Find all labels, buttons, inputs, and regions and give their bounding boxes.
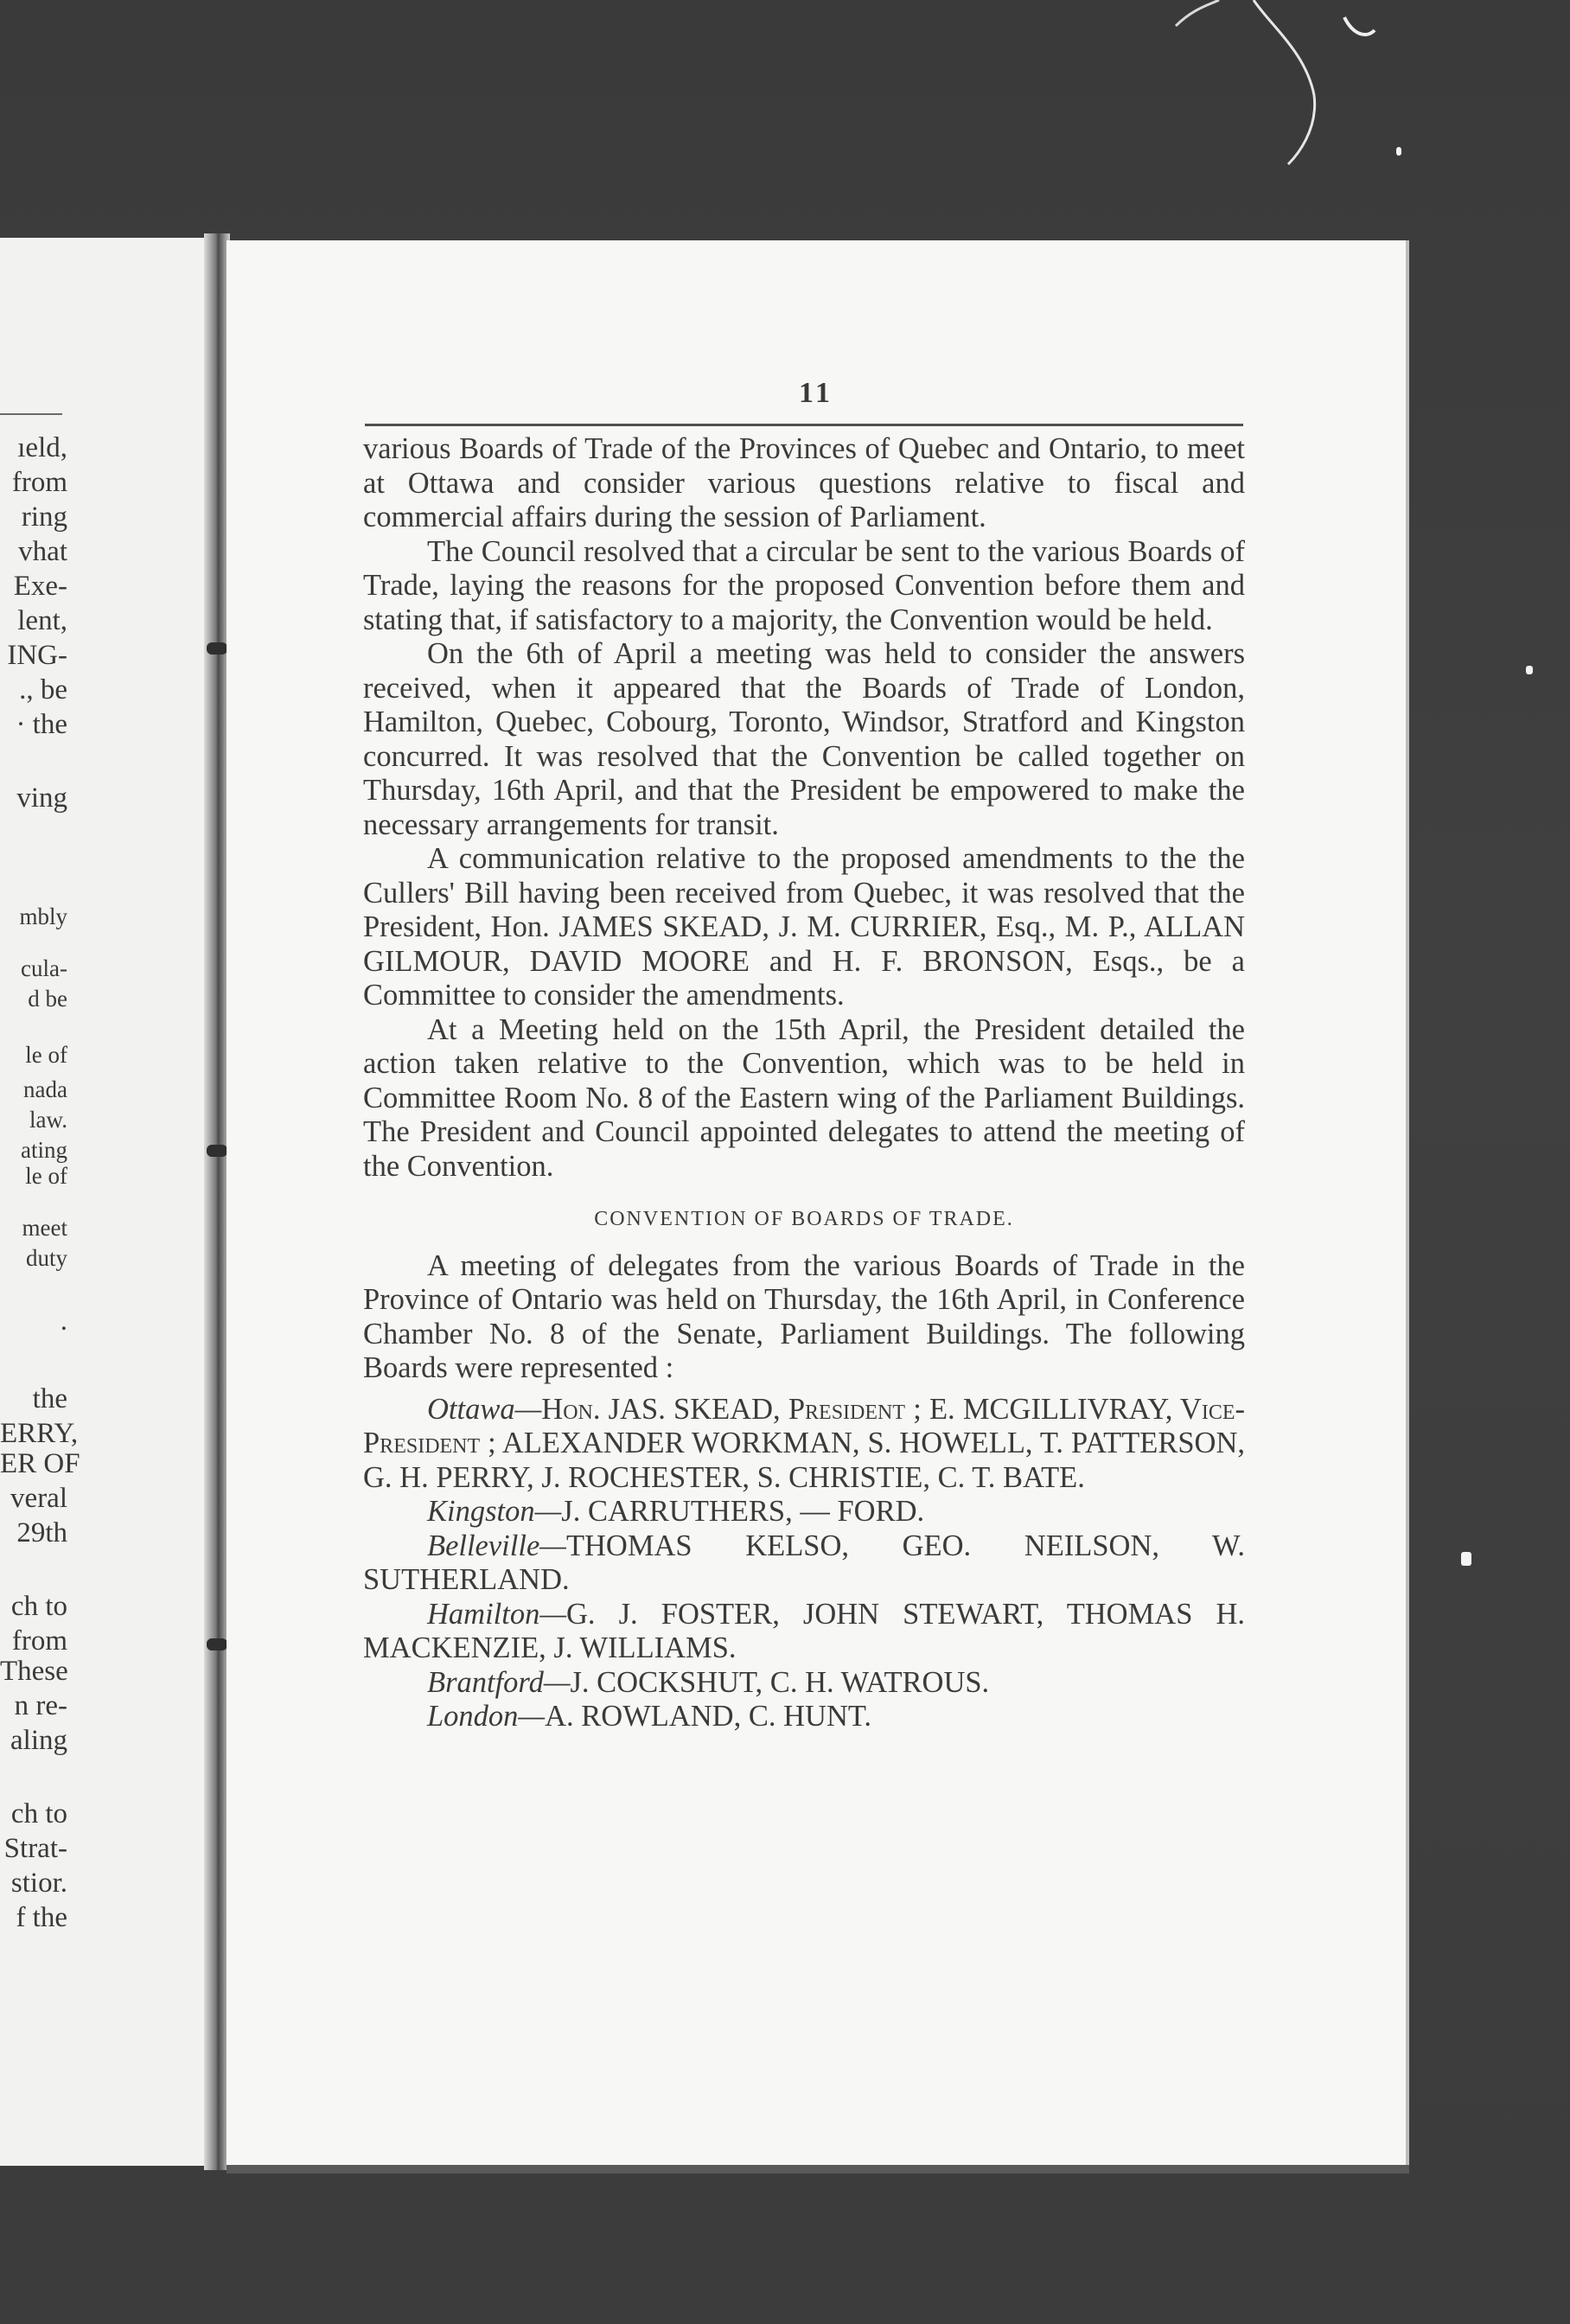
delegation-list — [363, 1393, 1245, 1734]
delegation-city: Belleville— — [427, 1529, 566, 1562]
delegation-members: A. ROWLAND, C. HUNT. — [545, 1700, 871, 1733]
previous-page-fragment: n re- — [14, 1690, 67, 1721]
previous-page-fragment: ıeld, — [17, 432, 67, 463]
previous-page-fragment: f the — [16, 1902, 67, 1933]
header-rule — [365, 424, 1243, 426]
previous-page-fragment: ving — [16, 782, 67, 814]
scan-speck — [1396, 147, 1401, 156]
previous-page-fragment: These — [0, 1656, 68, 1687]
paragraph: On the 6th of April a meeting was held to consider the answers received, when it appeared that the Boards of Trade of London, Hamilton, Quebec, Cobourg, Toronto, Windsor, Stratford and Kingston concurred. It was resolved that the Convention be called together on Thursday, 16th April, and that the President be empowered to make the necessary arrangements for transit. — [363, 637, 1245, 841]
paragraph: A communication relative to the proposed amendments to the the Cullers' Bill having been received from Quebec, it was resolved that the President, Hon. JAMES SKEAD, J. M. CURRIER, Esq., M. P., ALLAN GILMOUR, DAVID MOORE and H. F. BRONSON, Esqs., be a Committee to consider the amendments. — [363, 842, 1245, 1012]
delegation-entry — [363, 1700, 1245, 1734]
previous-page-fragment: mbly — [19, 903, 67, 929]
previous-page-fragment: cula- — [21, 955, 67, 981]
previous-page-fragment: · the — [16, 709, 67, 740]
previous-page-fragment: Strat- — [3, 1833, 67, 1864]
delegation-city: Kingston— — [427, 1495, 562, 1528]
previous-page-fragment: ch to — [10, 1798, 67, 1829]
previous-page-fragment: duty — [25, 1245, 67, 1271]
paragraph: The Council resolved that a circular be sent to the various Boards of Trade, laying the reasons for the proposed Convention before them and stating that, if satisfactory to a majority, the Convention would be held. — [363, 534, 1245, 636]
previous-page-fragment: ch to — [10, 1591, 67, 1622]
previous-page-fragment: le of — [25, 1163, 67, 1189]
delegation-members: J. CARRUTHERS, — FORD. — [561, 1495, 925, 1528]
scan-artifact — [1158, 0, 1383, 173]
delegation-city: Hamilton— — [427, 1597, 567, 1631]
section-intro: A meeting of delegates from the various Boards of Trade in the Province of Ontario was held on Thursday, the 16th April, in Conference Chamber No. 8 of the Senate, Parliament Buildings. The following Boards were represented : — [363, 1248, 1245, 1384]
binding-stitch — [207, 1145, 227, 1157]
delegation-members: Hon. JAS. SKEAD, President ; E. MCGILLIVRAY, Vice-President ; ALEXANDER WORKMAN, S. HOWELL, T. PATTERSON, G. H. PERRY, J. ROCHESTER, S. CHRISTIE, C. T. BATE. — [363, 1392, 1245, 1494]
previous-page-fragment: veral — [10, 1483, 67, 1514]
scan-speck — [1461, 1552, 1471, 1566]
previous-page-fragment: stior. — [10, 1868, 67, 1899]
binding-stitch — [207, 1638, 227, 1650]
previous-page-fragment: from — [11, 1625, 67, 1657]
page-edge-shadow — [227, 2165, 1409, 2174]
previous-page-fragment: 29th — [16, 1517, 67, 1548]
previous-page-fragment: law. — [29, 1107, 67, 1133]
paragraph: various Boards of Trade of the Provinces of Quebec and Ontario, to meet at Ottawa and consider various questions relative to fiscal and commercial affairs during the session of Parliament. — [363, 432, 1245, 533]
previous-page-fragment: . — [60, 1306, 67, 1337]
scan-speck — [1526, 666, 1533, 674]
previous-page-fragment: Exe- — [13, 571, 67, 602]
previous-page-fragment: vhat — [18, 536, 67, 567]
binding-stitch — [207, 642, 227, 654]
previous-page-fragment: d be — [28, 986, 67, 1012]
delegation-entry — [363, 1393, 1245, 1496]
previous-page-fragment: le of — [25, 1042, 67, 1068]
delegation-entry — [363, 1598, 1245, 1666]
page-number: 11 — [798, 377, 834, 409]
previous-page-fragment: meet — [22, 1215, 67, 1241]
document-page — [227, 240, 1409, 2172]
previous-page-fragment: lent, — [17, 605, 67, 636]
delegation-city: Ottawa— — [427, 1392, 542, 1426]
delegation-members: G. J. FOSTER, JOHN STEWART, THOMAS H. MACKENZIE, J. WILLIAMS. — [363, 1597, 1245, 1664]
previous-page-rule — [0, 413, 62, 415]
delegation-members: THOMAS KELSO, GEO. NEILSON, W. SUTHERLAND. — [363, 1529, 1245, 1596]
previous-page-fragment: ring — [21, 501, 67, 533]
previous-page-fragment: ERRY, — [0, 1418, 79, 1449]
section-heading: CONVENTION OF BOARDS OF TRADE. — [594, 1208, 1014, 1230]
page-body — [363, 432, 1245, 1734]
previous-page-fragment: ER OF — [0, 1448, 80, 1479]
previous-page-fragment: ING- — [7, 640, 67, 671]
delegation-entry — [363, 1666, 1245, 1701]
previous-page-fragment: nada — [23, 1076, 67, 1102]
previous-page-fragment: from — [11, 467, 67, 498]
delegation-entry — [363, 1529, 1245, 1598]
paragraph: At a Meeting held on the 15th April, the President detailed the action taken relative to the Convention, which was to be held in Committee Room No. 8 of the Eastern wing of the Parliament Buildings. The President and Council appointed delegates to attend the meeting of the Convention. — [363, 1012, 1245, 1183]
delegation-city: Brantford— — [427, 1665, 571, 1699]
delegation-members: J. COCKSHUT, C. H. WATROUS. — [570, 1665, 990, 1699]
delegation-city: London— — [427, 1700, 546, 1733]
previous-page-fragment: ating — [21, 1137, 67, 1163]
previous-page-fragment: the — [32, 1383, 67, 1414]
previous-page-fragment: ., be — [19, 674, 67, 706]
previous-page-fragment: aling — [10, 1725, 67, 1756]
delegation-entry — [363, 1495, 1245, 1529]
